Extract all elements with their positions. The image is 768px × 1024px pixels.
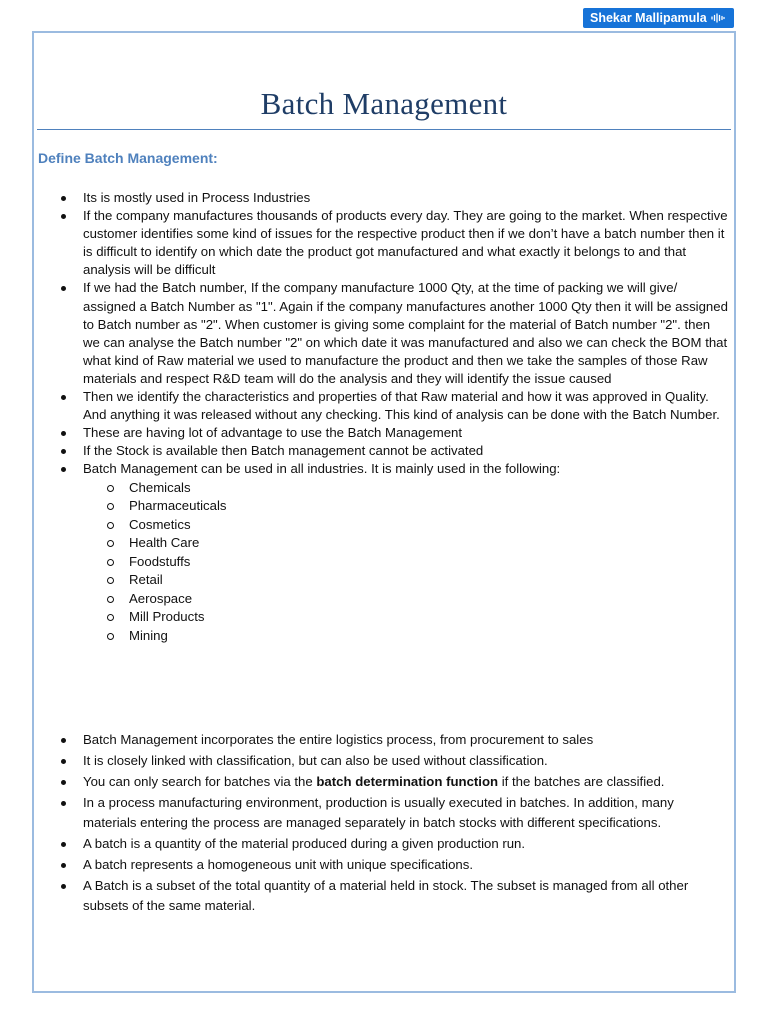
soundwave-icon [711,13,725,23]
industry-item: Foodstuffs [83,553,728,572]
list-item: If we had the Batch number, If the company manufacture 1000 Qty, at the time of packing we will give/ assigned a Batch Number as "1". Again if the company manufactures another 1000 Qty then it will be assigned to Batch number as "2". When customer is giving some complaint for the material of Batch number "2". then we can analyse the Batch number "2" on which date it was manufactured and also we can check the BOM that what kind of Raw material we used to manufacture the product and then we take the samples of those Raw materials and respect R&D team will do the analysis and they will identify the issue caused [58,279,728,388]
text-after-bold: if the batches are classified. [498,774,665,790]
list-item: Its is mostly used in Process Industries [58,189,728,207]
bullet-list-primary [58,189,728,645]
list-item: These are having lot of advantage to use the Batch Management [58,424,728,442]
industry-item: Mill Products [83,608,728,627]
industry-item: Chemicals [83,479,728,498]
industry-item: Retail [83,571,728,590]
list-item: Then we identify the characteristics and properties of that Raw material and how it was approved in Quality. And anything it was released without any checking. This kind of analysis can be done with the Batch Number. [58,388,728,424]
list-item: Batch Management incorporates the entire logistics process, from procurement to sales [58,730,728,750]
list-item-industries [58,460,728,645]
text-before-bold: You can only search for batches via the [83,774,317,790]
list-item-search [58,772,728,792]
industry-item: Pharmaceuticals [83,497,728,516]
industry-item: Health Care [83,534,728,553]
industry-item: Cosmetics [83,516,728,535]
list-item: If the company manufactures thousands of products every day. They are going to the market. When respective customer identifies some kind of issues for the respective product then if we don’t have a batch number then it is difficult to identify on which date the product got manufactured and what exactly it belongs to and that analysis will be difficult [58,207,728,279]
list-item: A batch represents a homogeneous unit with unique specifications. [58,855,728,875]
section-heading: Define Batch Management: [38,150,218,166]
list-item: It is closely linked with classification, but can also be used without classification. [58,751,728,771]
batch-determination-term: batch determination function [316,774,499,790]
list-item: In a process manufacturing environment, production is usually executed in batches. In addition, many materials entering the process are managed separately in batch stocks with different specifications. [58,793,728,832]
list-item: A Batch is a subset of the total quantity of a material held in stock. The subset is managed from all other subsets of the same material. [58,876,728,915]
industry-item: Aerospace [83,590,728,609]
page-title: Batch Management [260,86,508,121]
list-item: A batch is a quantity of the material produced during a given production run. [58,834,728,854]
author-badge [583,8,734,28]
title-divider [37,129,731,130]
industry-sublist [83,479,728,646]
list-item: If the Stock is available then Batch management cannot be activated [58,442,728,460]
author-name: Shekar Mallipamula [590,11,707,25]
list-item-text: Batch Management can be used in all industries. It is mainly used in the following: [83,461,561,477]
industry-item: Mining [83,627,728,646]
bullet-list-secondary [58,730,728,917]
